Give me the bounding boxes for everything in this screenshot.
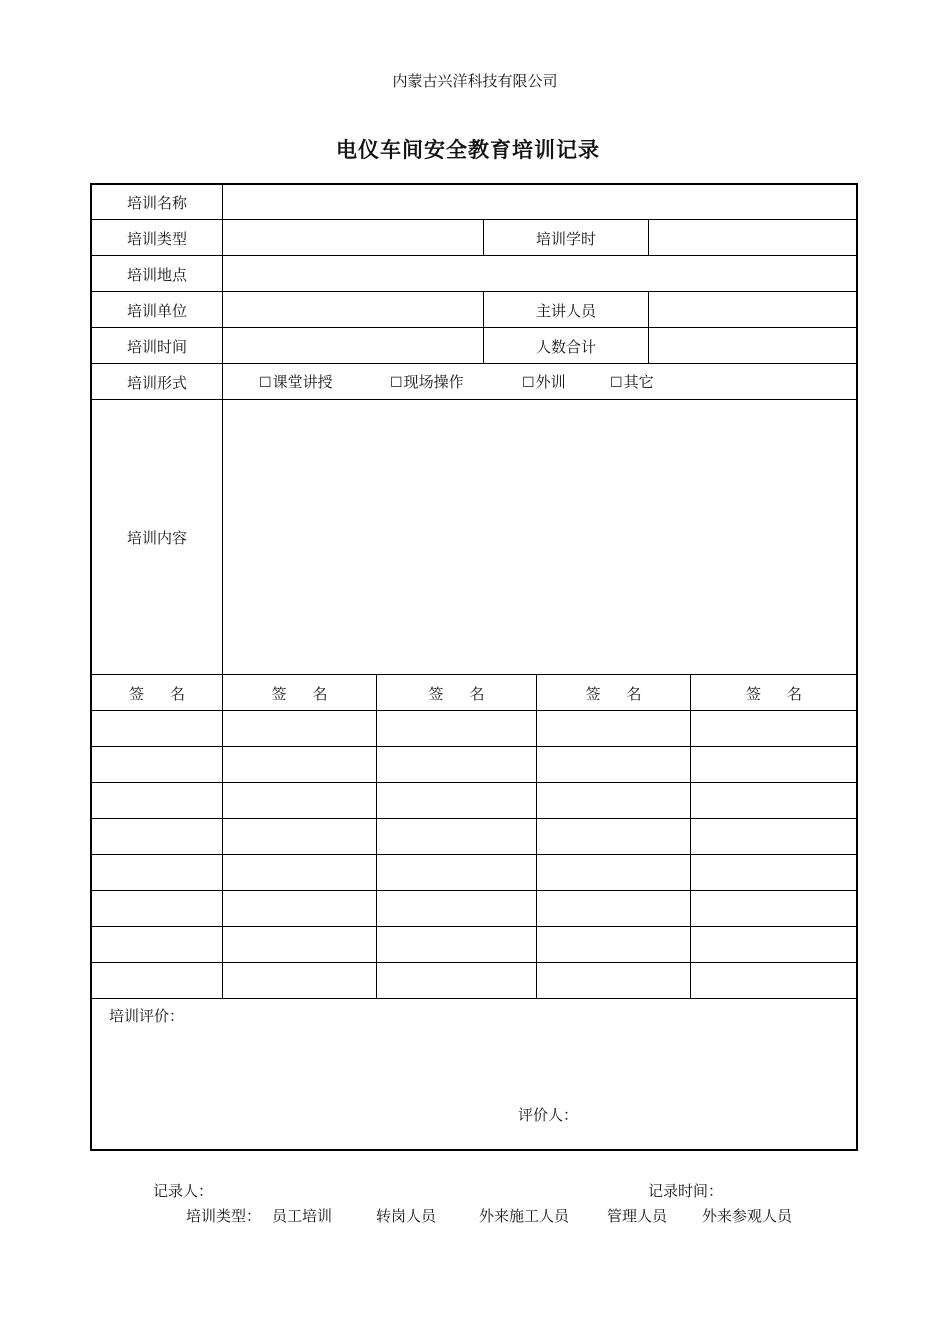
signature-header: 签 名 xyxy=(428,684,485,703)
signature-cell[interactable] xyxy=(92,819,222,854)
training-time-field[interactable] xyxy=(223,328,483,364)
signature-cell[interactable] xyxy=(537,819,690,854)
training-unit-field[interactable] xyxy=(223,292,483,328)
headcount-label: 人数合计 xyxy=(535,337,596,356)
signature-cell[interactable] xyxy=(691,963,857,998)
format-option-lecture[interactable]: ☐课堂讲授 xyxy=(259,373,333,391)
signature-cell[interactable] xyxy=(92,711,222,746)
signature-cell[interactable] xyxy=(377,747,536,782)
lecturer-label: 主讲人员 xyxy=(535,301,596,320)
recorder-label: 记录人： xyxy=(153,1182,214,1200)
signature-cell[interactable] xyxy=(537,783,690,818)
training-name-field[interactable] xyxy=(223,185,857,220)
format-option-onsite[interactable]: ☐现场操作 xyxy=(390,373,464,391)
signature-cell[interactable] xyxy=(537,927,690,962)
signature-cell[interactable] xyxy=(223,891,376,926)
format-option-external[interactable]: ☐外训 xyxy=(522,373,566,391)
training-content-label: 培训内容 xyxy=(126,529,187,547)
checkbox-icon[interactable]: ☐ xyxy=(610,375,623,391)
signature-cell[interactable] xyxy=(377,891,536,926)
signature-cell[interactable] xyxy=(537,855,690,890)
training-location-field[interactable] xyxy=(223,256,857,292)
training-content-field[interactable] xyxy=(223,400,857,675)
signature-cell[interactable] xyxy=(377,783,536,818)
signature-cell[interactable] xyxy=(223,783,376,818)
record-time-label: 记录时间： xyxy=(648,1182,724,1200)
signature-cell[interactable] xyxy=(377,855,536,890)
training-type-item: 管理人员 xyxy=(607,1207,668,1225)
signature-cell[interactable] xyxy=(377,963,536,998)
signature-cell[interactable] xyxy=(537,963,690,998)
training-unit-label: 培训单位 xyxy=(126,301,187,320)
evaluator-label: 评价人： xyxy=(518,1106,579,1124)
signature-cell[interactable] xyxy=(223,711,376,746)
training-format-label: 培训形式 xyxy=(126,373,187,392)
training-name-label: 培训名称 xyxy=(126,194,187,212)
training-types-prefix: 培训类型： xyxy=(186,1207,262,1225)
signature-cell[interactable] xyxy=(691,891,857,926)
signature-cell[interactable] xyxy=(691,819,857,854)
signature-cell[interactable] xyxy=(223,927,376,962)
checkbox-icon[interactable]: ☐ xyxy=(390,375,403,391)
training-type-item: 员工培训 xyxy=(272,1207,333,1225)
signature-cell[interactable] xyxy=(537,711,690,746)
company-name: 内蒙古兴洋科技有限公司 xyxy=(392,72,558,90)
training-time-label: 培训时间 xyxy=(126,337,187,356)
signature-cell[interactable] xyxy=(92,927,222,962)
signature-cell[interactable] xyxy=(537,747,690,782)
signature-header: 签 名 xyxy=(128,684,186,703)
signature-cell[interactable] xyxy=(377,711,536,746)
signature-cell[interactable] xyxy=(691,855,857,890)
lecturer-field[interactable] xyxy=(649,292,857,328)
signature-cell[interactable] xyxy=(223,855,376,890)
signature-cell[interactable] xyxy=(691,747,857,782)
grid-line xyxy=(91,998,857,999)
signature-header: 签 名 xyxy=(271,684,328,703)
training-type-field[interactable] xyxy=(223,220,483,256)
signature-cell[interactable] xyxy=(92,747,222,782)
training-hours-label: 培训学时 xyxy=(535,229,596,248)
signature-cell[interactable] xyxy=(691,711,857,746)
format-option-other[interactable]: ☐其它 xyxy=(610,373,654,391)
signature-cell[interactable] xyxy=(377,927,536,962)
training-type-label: 培训类型 xyxy=(126,229,187,248)
signature-cell[interactable] xyxy=(537,891,690,926)
evaluation-label: 培训评价： xyxy=(109,1007,185,1025)
training-type-item: 外来参观人员 xyxy=(702,1207,793,1225)
training-hours-field[interactable] xyxy=(649,220,857,256)
signature-cell[interactable] xyxy=(92,783,222,818)
checkbox-icon[interactable]: ☐ xyxy=(259,375,272,391)
training-type-item: 外来施工人员 xyxy=(479,1207,570,1225)
headcount-field[interactable] xyxy=(649,328,857,364)
signature-cell[interactable] xyxy=(92,963,222,998)
signature-cell[interactable] xyxy=(691,783,857,818)
signature-cell[interactable] xyxy=(92,855,222,890)
signature-cell[interactable] xyxy=(92,891,222,926)
training-location-label: 培训地点 xyxy=(126,265,187,284)
signature-cell[interactable] xyxy=(223,963,376,998)
signature-cell[interactable] xyxy=(223,747,376,782)
signature-header: 签 名 xyxy=(745,684,803,703)
signature-cell[interactable] xyxy=(223,819,376,854)
checkbox-icon[interactable]: ☐ xyxy=(522,375,535,391)
signature-cell[interactable] xyxy=(377,819,536,854)
signature-header: 签 名 xyxy=(585,684,642,703)
training-type-item: 转岗人员 xyxy=(376,1207,437,1225)
document-title: 电仪车间安全教育培训记录 xyxy=(336,138,600,162)
signature-cell[interactable] xyxy=(691,927,857,962)
